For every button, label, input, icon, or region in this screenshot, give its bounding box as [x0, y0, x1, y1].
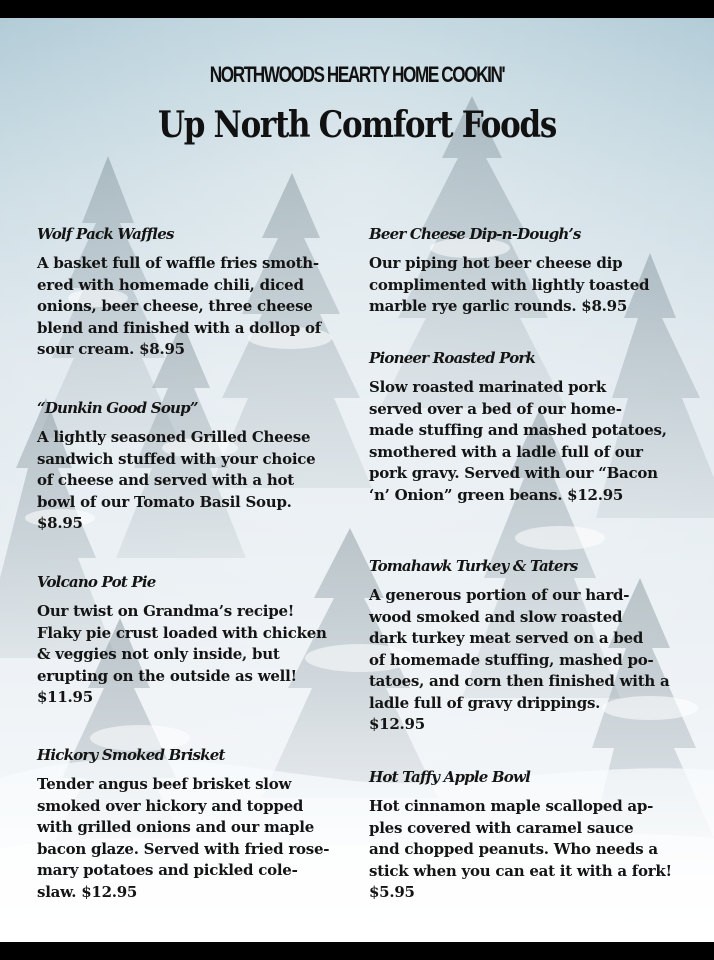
menu-item-title: Pioneer Roasted Pork — [369, 349, 536, 367]
menu-item-hot-taffy-apple-bowl — [369, 768, 689, 904]
menu-item-description: Our twist on Grandma’s recipe! Flaky pie crust loaded with chicken & veggies not only inside, but erupting on the outside as well! $11.95 — [37, 602, 327, 706]
menu-item-description: Tender angus beef brisket slow smoked over hickory and topped with grilled onions and our maple bacon glaze. Served with fried rose- mary potatoes and pickled cole- slaw. $12.95 — [37, 775, 330, 901]
menu-item-hickory-smoked-brisket — [37, 746, 355, 903]
menu-item-title: Tomahawk Turkey & Taters — [369, 557, 578, 575]
menu-title: Up North Comfort Foods — [158, 104, 556, 146]
menu-item-description: A basket full of waffle fries smoth- ered with homemade chili, diced onions, beer cheese, three cheese blend and finished with a dollop of sour cream. $8.95 — [37, 254, 321, 358]
menu-item-dunkin-good-soup — [37, 399, 355, 535]
menu-item-description: Hot cinnamon maple scalloped ap- ples covered with caramel sauce and chopped peanuts. Who needs a stick when you can eat it with a fork! $5.95 — [369, 797, 672, 901]
menu-item-pioneer-roasted-pork — [369, 349, 689, 506]
menu-item-tomahawk-turkey — [369, 557, 689, 736]
menu-item-title: Hot Taffy Apple Bowl — [369, 768, 530, 786]
menu-item-volcano-pot-pie — [37, 573, 355, 709]
menu-item-description: Slow roasted marinated pork served over a bed of our home- made stuffing and mashed potatoes, smothered with a ladle full of our pork gravy. Served with our “Bacon ‘n’ Onion” green beans. $12.95 — [369, 378, 667, 504]
brand-heading: NORTHWOODS HEARTY HOME COOKIN' — [209, 62, 505, 87]
menu-item-beer-cheese-dip — [369, 225, 689, 318]
menu-item-description: A lightly seasoned Grilled Cheese sandwich stuffed with your choice of cheese and served with a hot bowl of our Tomato Basil Soup. $8.95 — [37, 428, 316, 532]
menu-panel — [0, 18, 714, 942]
menu-item-wolf-pack-waffles — [37, 225, 355, 361]
menu-item-title: Wolf Pack Waffles — [37, 225, 174, 243]
menu-item-description: Our piping hot beer cheese dip complimented with lightly toasted marble rye garlic rounds. $8.95 — [369, 254, 650, 315]
menu-item-description: A generous portion of our hard- wood smoked and slow roasted dark turkey meat served on a bed of homemade stuffing, mashed po- tatoes, and corn then finished with a ladle full of gravy drippings. $12.95 — [369, 586, 670, 733]
menu-item-title: Hickory Smoked Brisket — [37, 746, 225, 764]
menu-item-title: Volcano Pot Pie — [37, 573, 156, 591]
menu-item-title: “Dunkin Good Soup” — [37, 399, 198, 417]
menu-item-title: Beer Cheese Dip-n-Dough’s — [369, 225, 581, 243]
